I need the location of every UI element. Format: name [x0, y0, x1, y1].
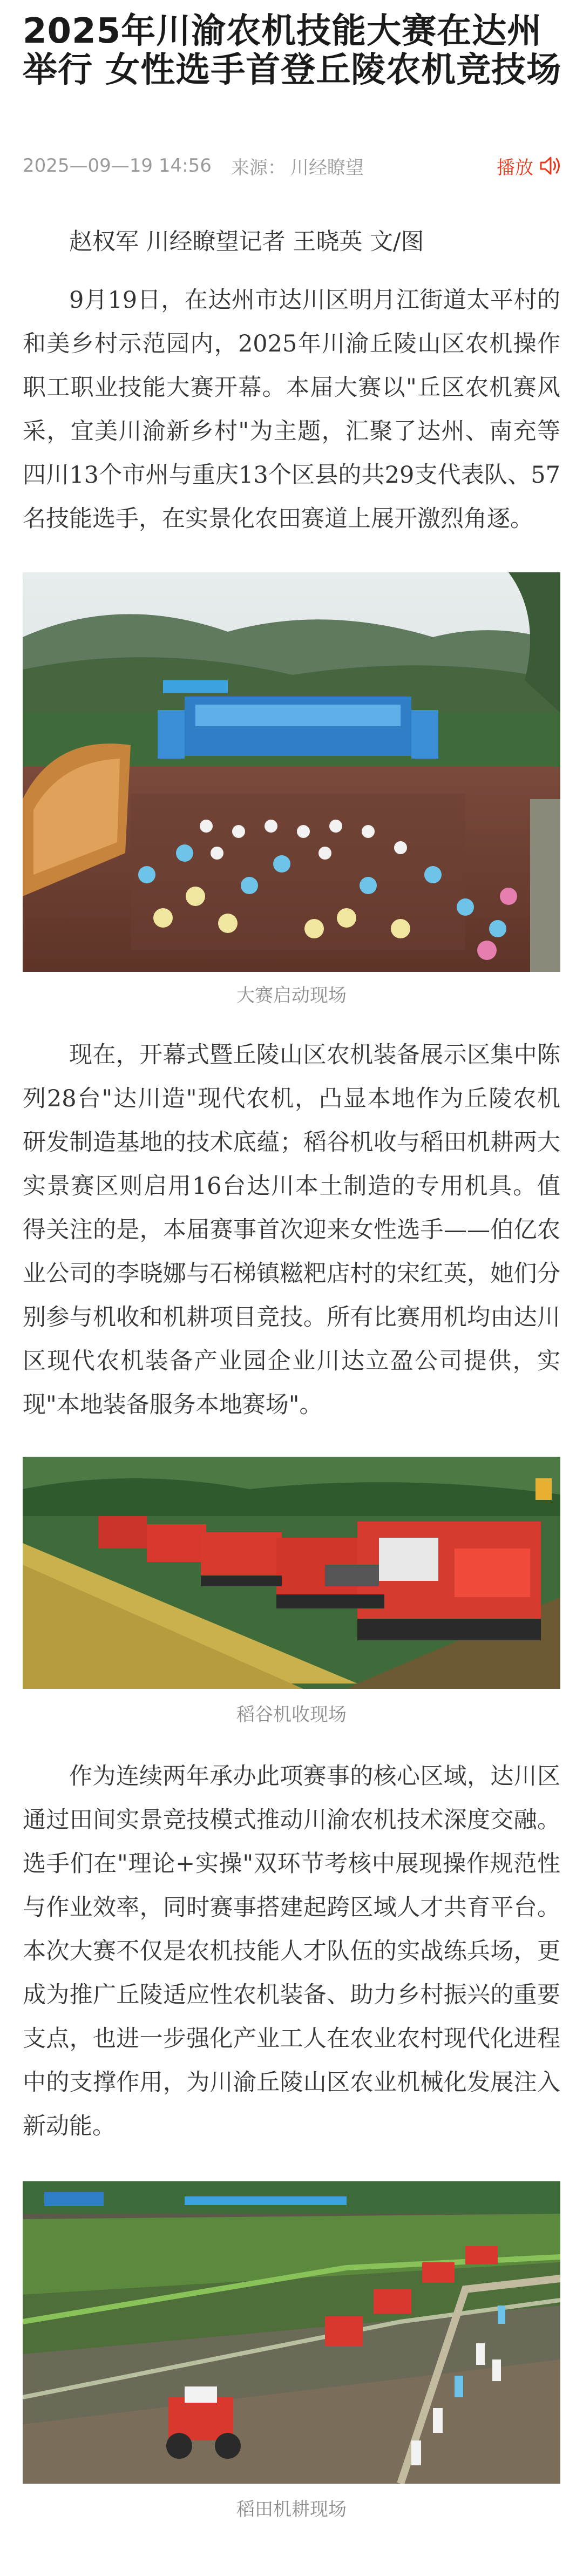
- caption-opening: 大赛启动现场: [236, 985, 347, 1006]
- photo-rice-harvest: [23, 1457, 560, 1689]
- publish-date: 2025—09—19 14:56: [23, 155, 212, 177]
- paragraph-3: 作为连续两年承办此项赛事的核心区域，达川区通过田间实景竞技模式推动川渝农机技术深度交融。选手们在"理论+实操"双环节考核中展现操作规范性与作业效率，同时赛事搭建起跨区域人才共育平台。本次大赛不仅是农机技能人才队伍的实战练兵场，更成为推广丘陵适应性农机装备、助力乡村振兴的重要支点，也进一步强化产业工人在农业农村现代化进程中的支撑作用，为川渝丘陵山区农业机械化发展注入新动能。: [23, 1763, 560, 2140]
- article-title: 2025年川渝农机技能大赛在达州举行 女性选手首登丘陵农机竞技场: [23, 11, 562, 90]
- rice-harvest-image: [23, 1457, 560, 1689]
- paragraph-2: 现在，开幕式暨丘陵山区农机装备展示区集中陈列28台"达川造"现代农机，凸显本地作为丘陵农机研发制造基地的技术底蕴；稻谷机收与稻田机耕两大实景赛区则启用16台达川本土制造的专用机具。值得关注的是，本届赛事首次迎来女性选手——伯亿农业公司的李晓娜与石梯镇糍粑店村的宋红英，她们分别参与机收和机耕项目竞技。所有比赛用机均由达川区现代农机装备产业园企业川达立盈公司提供，实现"本地装备服务本地赛场"。: [23, 1042, 560, 1418]
- crowd: [131, 794, 465, 950]
- caption-plowing: 稻田机耕现场: [236, 2499, 347, 2520]
- photo-opening-ceremony: [23, 572, 560, 972]
- play-label: 播放: [497, 157, 533, 179]
- speaker-icon: [539, 155, 562, 177]
- paddy-plowing-image: [23, 2181, 560, 2484]
- photo-paddy-plowing: [23, 2181, 560, 2484]
- paragraph-1: 9月19日，在达州市达川区明月江街道太平村的和美乡村示范园内，2025年川渝丘陵山区农机操作职工职业技能大赛开幕。本届大赛以"丘区农机赛风采，宜美川渝新乡村"为主题，汇聚了达州、南充等四川13个市州与重庆13个区县的共29支代表队、57名技能选手，在实景化农田赛道上展开激烈角逐。: [23, 287, 560, 532]
- source-label: 来源：: [231, 157, 286, 179]
- opening-ceremony-image: [23, 572, 560, 972]
- source-name: 川经瞭望: [290, 157, 364, 179]
- play-audio-button[interactable]: [497, 152, 562, 179]
- article-meta: [23, 152, 562, 179]
- caption-harvest: 稻谷机收现场: [236, 1704, 347, 1726]
- byline: 赵权军 川经瞭望记者 王晓英 文/图: [69, 228, 424, 255]
